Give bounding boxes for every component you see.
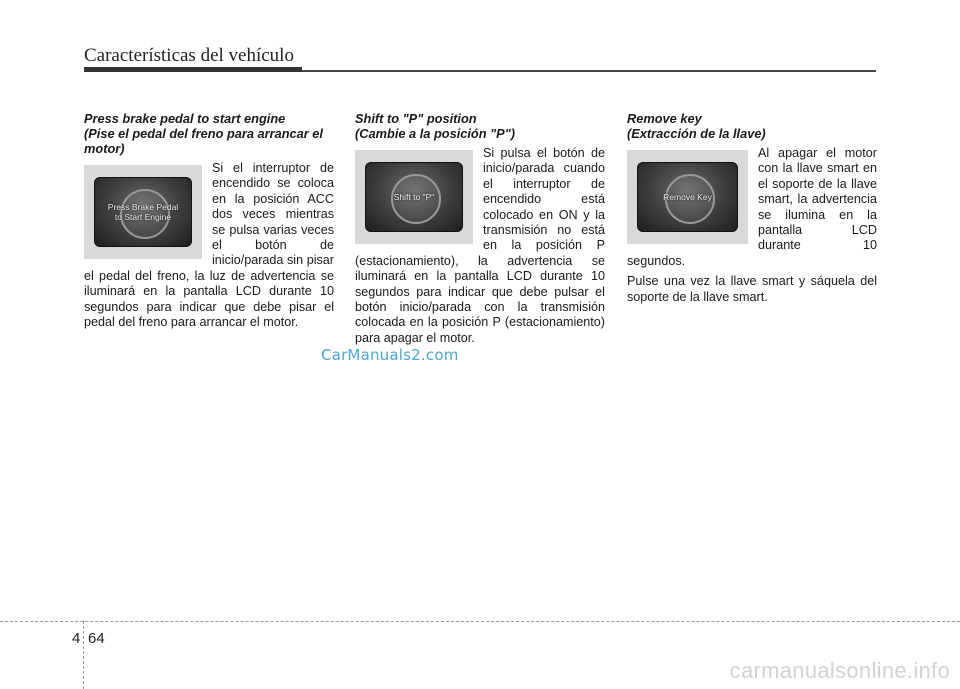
body-paragraph: Pulse una vez la llave smart y sáquela del soporte de la llave smart. bbox=[627, 274, 877, 304]
heading-english: Shift to "P" position bbox=[355, 111, 477, 126]
page-header-title: Características del vehículo bbox=[84, 45, 294, 66]
section-heading bbox=[627, 111, 877, 141]
body-paragraph: Si el interruptor de encendido se coloca en la posición ACC dos veces mientras se pulsa varias veces el botón de inicio/parada sin pisar el pedal del freno, la luz de advertencia se iluminará en la pantalla LCD durante 10 segundos para indicar que debe pisar el pedal del freno para arrancar el motor. bbox=[84, 161, 334, 330]
section-heading bbox=[355, 111, 605, 141]
column-shift-p bbox=[355, 111, 605, 351]
site-watermark: carmanualsonline.info bbox=[729, 658, 950, 683]
lcd-figure-brake bbox=[84, 165, 202, 259]
lcd-message: Remove Key bbox=[663, 192, 712, 202]
lcd-screen bbox=[94, 177, 192, 247]
heading-spanish: (Cambie a la posición "P") bbox=[355, 126, 516, 141]
column-remove-key bbox=[627, 111, 877, 310]
column-brake-pedal bbox=[84, 111, 334, 335]
footer-vertical-divider bbox=[83, 621, 84, 689]
heading-spanish: (Pise el pedal del freno para arrancar el motor) bbox=[84, 126, 323, 156]
chapter-number: 4 bbox=[72, 630, 81, 647]
body-paragraph: Si pulsa el botón de inicio/parada cuando el interruptor de encendido está colocado en ON y la transmisión no está en la posición P (estacionamiento), la advertencia se iluminará en la pantalla LCD durante 10 segundos para indicar que debe pulsar el botón inicio/parada con la transmisión colocada en la posición P (estacionamiento) para apagar el motor. bbox=[355, 146, 605, 345]
carmanuals-watermark: CarManuals2.com bbox=[321, 346, 459, 364]
body-paragraph: Al apagar el motor con la llave smart en el soporte de la llave smart, la advertencia se ilumina en la pantalla LCD durante 10 segundos. bbox=[627, 146, 877, 268]
lcd-message: Press Brake Pedal to Start Engine bbox=[107, 202, 179, 222]
header-rule-thin bbox=[302, 70, 876, 72]
page-number: 64 bbox=[88, 630, 105, 647]
heading-english: Press brake pedal to start engine bbox=[84, 111, 286, 126]
lcd-message: Shift to "P" bbox=[393, 192, 435, 202]
header-rule-thick bbox=[84, 67, 302, 72]
section-heading bbox=[84, 111, 334, 156]
lcd-figure-shift bbox=[355, 150, 473, 244]
lcd-figure-remove-key bbox=[627, 150, 748, 244]
lcd-screen bbox=[637, 162, 738, 232]
footer-divider bbox=[0, 621, 960, 622]
heading-english: Remove key bbox=[627, 111, 702, 126]
heading-spanish: (Extracción de la llave) bbox=[627, 126, 766, 141]
lcd-screen bbox=[365, 162, 463, 232]
